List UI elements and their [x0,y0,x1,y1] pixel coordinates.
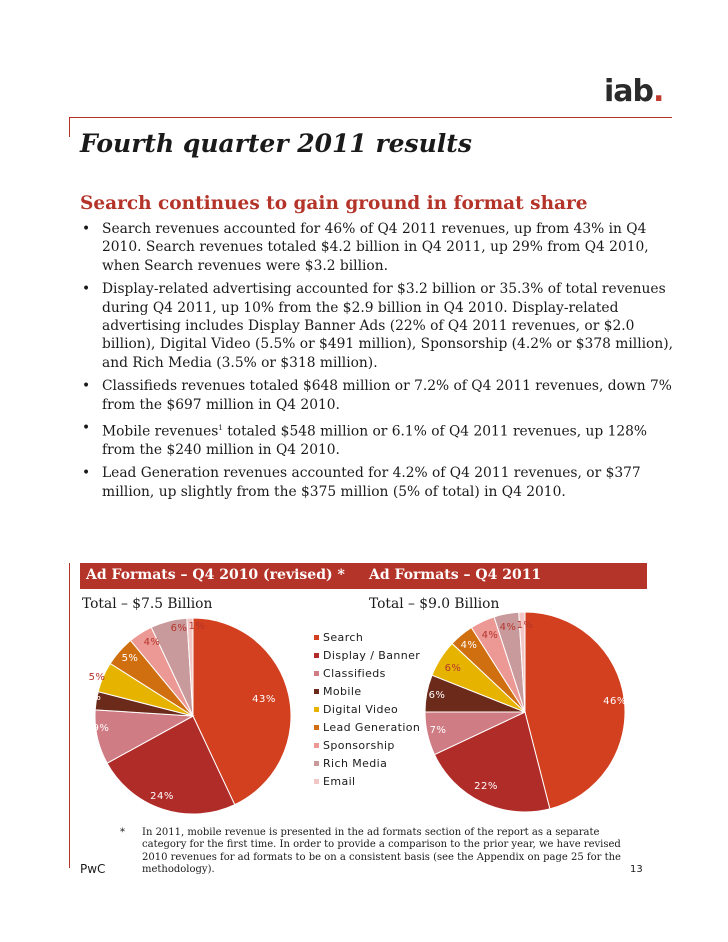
legend-swatch [314,725,319,730]
bullet-text: Lead Generation revenues accounted for 4.2% of Q4 2011 revenues, or $377 million, up slightly from the $375 million (5% of total) in Q4 2010. [102,465,641,500]
footer-brand: PwC [80,862,106,876]
legend-item [314,686,420,704]
pie-data-label: 9% [92,723,110,734]
legend-label: Email [323,775,356,788]
bullet-text: totaled $548 million or 6.1% of Q4 2011 revenues, up 128% from the $240 million in Q4 2010. [102,423,648,459]
chart-legend [314,632,420,794]
pie-data-label: 5% [88,672,106,683]
legend-label: Sponsorship [323,739,395,752]
legend-label: Rich Media [323,757,388,770]
chart-title-2011: Ad Formats – Q4 2011 [369,567,542,583]
footnote-text: In 2011, mobile revenue is presented in the ad formats section of the report as a separate category for the first time. In order to provide a comparison to the prior year, we have revised 2010 revenues for ad formats to be on a consistent basis (see the Appendix on page 25 for the methodology). [142,827,621,876]
legend-label: Lead Generation [323,721,421,734]
bullet-text: Display-related advertising accounted for $3.2 billion or 35.3% of total revenues during Q4 2011, up 10% from the $2.9 billion in Q4 2010. Display-related advertising includes Display Banner Ads (22% of Q4 2011 revenues, or $2.0 billion), Digital Video (5.5% or $491 million), Sponsorship (4.2% or $378 million), and Rich Media (3.5% or $318 million). [102,281,673,371]
legend-item [314,722,420,740]
legend-item [314,668,420,686]
pie-data-label: 4% [460,640,478,651]
legend-item [314,740,420,758]
legend-label: Classifieds [323,667,386,680]
legend-swatch [314,779,319,784]
footnote-ref: 1 [218,424,223,433]
pie-data-label: 1% [516,620,534,631]
page-title: Fourth quarter 2011 results [80,129,472,158]
bullet-text: Search revenues accounted for 46% of Q4 2011 revenues, up from 43% in Q4 2010. Search revenues totaled $4.2 billion in Q4 2011, up 29% from Q4 2010, when Search revenues were $3.2 billion. [102,221,649,274]
bullet-marker: • [82,221,91,237]
legend-swatch [314,671,319,676]
legend-item [314,704,420,722]
page-number: 13 [630,864,643,875]
legend-swatch [314,689,319,694]
legend-item [314,650,420,668]
pie-data-label: 6% [170,623,188,634]
bullet-marker: • [82,465,91,482]
legend-item [314,632,420,650]
legend-label: Display / Banner [323,649,421,662]
footnote [120,827,640,877]
bullet-marker: • [82,281,91,298]
legend-item [314,776,420,794]
pie-data-label: 6% [444,663,462,674]
bullet-marker: • [82,420,91,437]
chart-total-2011: Total – $9.0 Billion [369,596,500,612]
legend-item [314,758,420,776]
pie-data-label: 7% [429,725,447,736]
bullet-text: Classifieds revenues totaled $648 million or 7.2% of Q4 2011 revenues, down 7% from the $697 million in Q4 2010. [102,378,672,413]
pie-data-label: 24% [150,791,174,802]
pie-data-label: 22% [474,781,498,792]
section-heading: Search continues to gain ground in format share [80,193,588,214]
pie-data-label: 43% [252,694,276,705]
legend-swatch [314,635,319,640]
pie-data-label: 3% [84,692,102,703]
legend-swatch [314,653,319,658]
pie-data-label: 4% [499,622,517,633]
legend-swatch [314,707,319,712]
pie-data-label: 6% [428,690,446,701]
legend-swatch [314,743,319,748]
bullet-text: Mobile revenues [102,423,219,440]
iab-logo: iab. [604,74,664,109]
pie-data-label: 46% [603,696,627,707]
legend-label: Search [323,631,364,644]
chart-title-2010: Ad Formats – Q4 2010 (revised) * [86,567,345,583]
pie-data-label: 5% [121,653,139,664]
legend-label: Mobile [323,685,362,698]
bullet-marker: • [82,378,91,395]
chart-total-2010: Total – $7.5 Billion [82,596,213,612]
pie-data-label: 1% [188,621,206,632]
legend-swatch [314,761,319,766]
pie-data-label: 4% [481,630,499,641]
footnote-marker: * [120,827,125,838]
legend-label: Digital Video [323,703,399,716]
pie-data-label: 4% [143,637,161,648]
